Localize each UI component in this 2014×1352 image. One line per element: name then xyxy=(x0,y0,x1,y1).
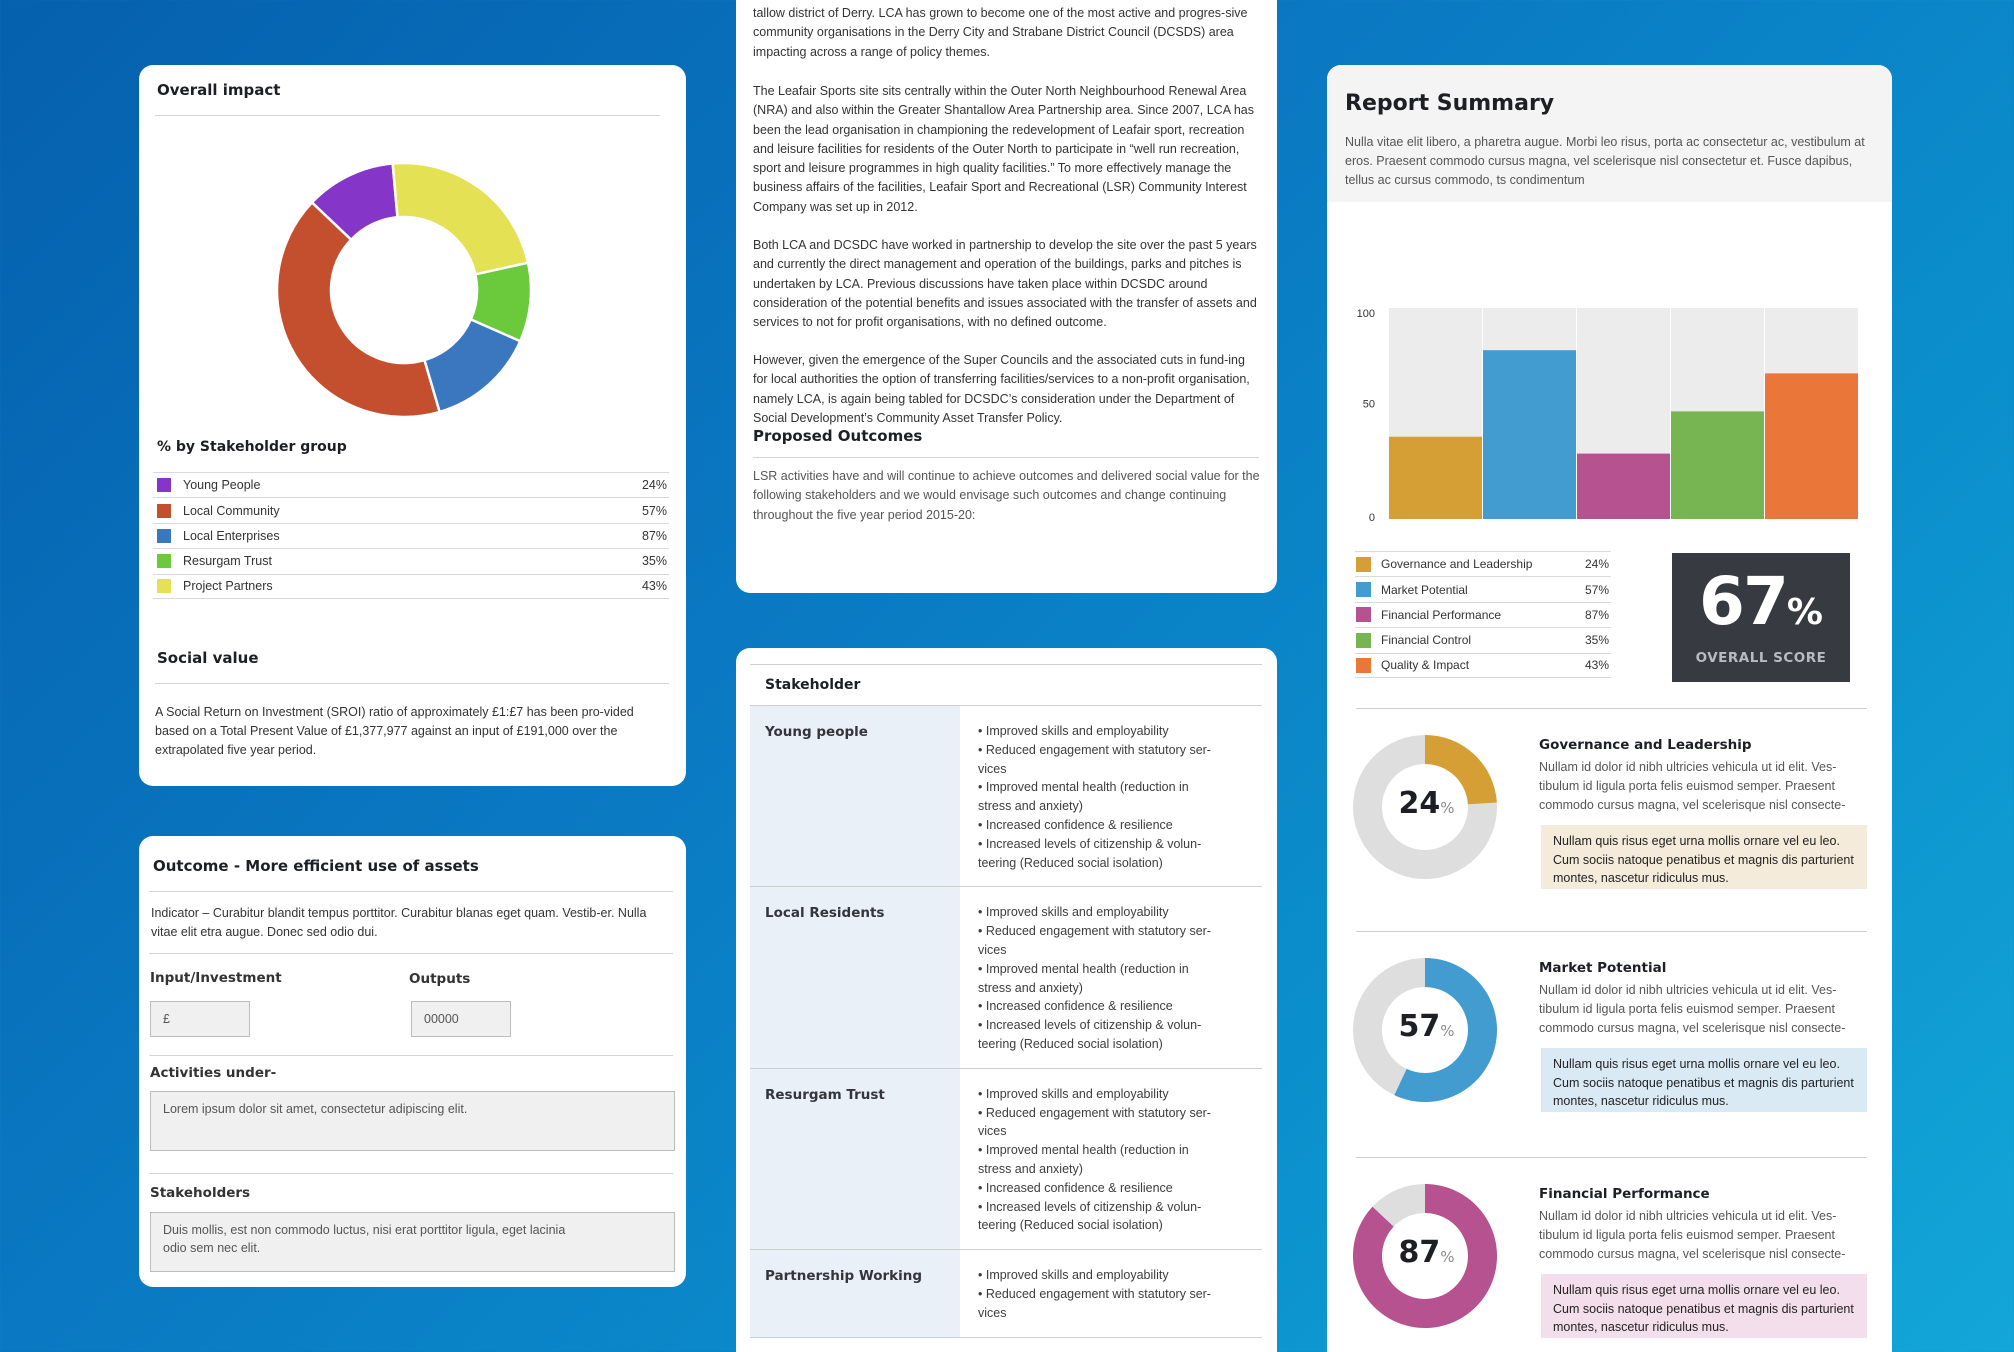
outcome-item: stress and anxiety) xyxy=(978,799,1083,814)
legend-label: Market Potential xyxy=(1381,582,1468,597)
outputs-label: Outputs xyxy=(409,971,471,987)
legend-label: Young People xyxy=(183,478,261,493)
report-legend-item xyxy=(1355,627,1611,652)
stakeholder-legend xyxy=(153,472,669,599)
report-legend xyxy=(1355,551,1611,678)
outcome-item: teering (Reduced social isolation) xyxy=(978,855,1163,870)
divider xyxy=(1356,931,1867,932)
stakeholder-outcomes xyxy=(960,1069,1227,1249)
stakeholder-name: Resurgam Trust xyxy=(750,1069,960,1249)
divider xyxy=(155,115,660,116)
score-section xyxy=(1327,708,1892,918)
score-section xyxy=(1327,931,1892,1141)
legend-label: Financial Control xyxy=(1381,633,1472,648)
outcome-item: • Improved skills and employability xyxy=(978,1268,1169,1283)
stakeholder-group-title: % by Stakeholder group xyxy=(157,439,347,455)
stakeholder-donut-chart xyxy=(269,155,539,425)
outcome-item: • Improved mental health (reduction in xyxy=(978,1143,1189,1158)
section-title: Financial Performance xyxy=(1539,1186,1710,1202)
legend-percent: 57% xyxy=(641,503,667,518)
report-legend-item xyxy=(1355,576,1611,601)
y-tick-label: 100 xyxy=(1356,308,1375,320)
divider xyxy=(1356,1157,1867,1158)
report-legend-item xyxy=(1355,653,1611,678)
stakeholder-legend-item xyxy=(153,548,669,573)
divider xyxy=(155,683,669,684)
legend-swatch xyxy=(157,504,171,518)
legend-swatch xyxy=(1356,557,1371,572)
legend-label: Local Community xyxy=(183,503,280,518)
stakeholder-legend-item xyxy=(153,523,669,548)
stakeholder-table-card xyxy=(736,648,1277,1352)
ring-value: 87% xyxy=(1398,1235,1455,1270)
stakeholder-outcomes xyxy=(960,706,1227,886)
legend-swatch xyxy=(1356,607,1371,622)
proposed-outcomes-text: LSR activities have and will continue to achieve outcomes and delivered social value for the following stakeholders and we would envisage such outcomes and change continuing throughout the five year period 2015-20: xyxy=(753,469,1260,522)
divider xyxy=(753,457,1259,458)
stakeholders-field[interactable]: Duis mollis, est non commodo luctus, nisi erat porttitor ligula, eget lacinia odio sem nec elit. xyxy=(150,1212,675,1272)
legend-swatch xyxy=(157,579,171,593)
legend-percent: 35% xyxy=(1584,633,1609,648)
report-bar-chart xyxy=(1347,230,1887,530)
legend-swatch xyxy=(1356,582,1371,597)
bar xyxy=(1671,411,1764,519)
outcome-item: vices xyxy=(978,761,1007,776)
stakeholder-name: Local Residents xyxy=(750,887,960,1067)
stakeholder-outcomes xyxy=(960,887,1227,1067)
indicator-text: Indicator – Curabitur blandit tempus porttitor. Curabitur blanas eget quam. Vestib-er. Nulla vitae elit etra augue. Donec sed odio dui. xyxy=(151,906,647,939)
legend-label: Financial Performance xyxy=(1381,607,1502,622)
legend-swatch xyxy=(1356,658,1371,673)
legend-swatch xyxy=(1356,633,1371,648)
outcome-item: • Reduced engagement with statutory ser- xyxy=(978,742,1211,757)
outcome-item: vices xyxy=(978,942,1007,957)
outcome-title: Outcome - More efficient use of assets xyxy=(153,857,479,875)
overall-impact-card xyxy=(139,65,686,786)
score-section xyxy=(1327,1157,1892,1352)
legend-swatch xyxy=(157,554,171,568)
stakeholder-legend-item xyxy=(153,497,669,522)
social-value-text: A Social Return on Investment (SROI) ratio of approximately £1:£7 has been pro-vided based on a Total Present Value of £1,377,977 against an input of £191,000 over the extrapolated five year period. xyxy=(155,705,634,757)
legend-percent: 57% xyxy=(1584,582,1609,597)
donut-slice xyxy=(393,163,528,274)
table-row xyxy=(750,706,1262,887)
legend-label: Local Enterprises xyxy=(183,528,280,543)
legend-label: Project Partners xyxy=(183,579,273,594)
bar xyxy=(1389,437,1482,519)
bar xyxy=(1483,350,1576,519)
activities-label: Activities under- xyxy=(150,1065,277,1081)
outcome-item: • Reduced engagement with statutory ser- xyxy=(978,924,1211,939)
outcome-card xyxy=(139,836,686,1287)
divider xyxy=(149,891,673,892)
legend-percent: 43% xyxy=(641,579,667,594)
legend-label: Resurgam Trust xyxy=(183,554,272,569)
table-row xyxy=(750,1250,1262,1337)
report-legend-item xyxy=(1355,551,1611,576)
table-row xyxy=(750,1069,1262,1250)
legend-percent: 87% xyxy=(641,528,667,543)
outcome-item: stress and anxiety) xyxy=(978,1161,1083,1176)
y-tick-label: 50 xyxy=(1362,398,1375,411)
overall-score-value: 67% xyxy=(1699,563,1823,640)
y-tick-label: 0 xyxy=(1368,512,1375,524)
overall-score-label: OVERALL SCORE xyxy=(1695,650,1827,666)
legend-percent: 87% xyxy=(1584,607,1609,622)
outcome-item: stress and anxiety) xyxy=(978,980,1083,995)
legend-percent: 24% xyxy=(1584,557,1609,572)
outcome-item: teering (Reduced social isolation) xyxy=(978,1218,1163,1233)
outcome-item: teering (Reduced social isolation) xyxy=(978,1036,1163,1051)
section-note: Nullam quis risus eget urna mollis ornare vel eu leo. Cum sociis natoque penatibus et magnis dis parturient montes, nascetur ridiculus mus. xyxy=(1541,1274,1867,1338)
stakeholder-name: Partnership Working xyxy=(750,1250,960,1336)
stakeholder-table xyxy=(750,664,1262,1338)
bar xyxy=(1577,454,1670,519)
legend-swatch xyxy=(157,478,171,492)
bar xyxy=(1765,373,1858,519)
article-card xyxy=(736,0,1277,593)
outcome-item: vices xyxy=(978,1305,1007,1320)
outcome-item: • Reduced engagement with statutory ser- xyxy=(978,1286,1211,1301)
proposed-outcomes-title: Proposed Outcomes xyxy=(753,427,923,445)
outcome-item: • Improved skills and employability xyxy=(978,905,1169,920)
outcome-item: • Increased confidence & resilience xyxy=(978,999,1173,1014)
article-paragraph-2: The Leafair Sports site sits centrally within the Outer North Neighbourhood Renewal Area (NRA) and also within the Greater Shantallow Area Partnership area. Since 2007, LCA has been the lead organisation in championing the redevelopment of Leafair sport, recreation and leisure facilities for residents of the Outer North to participate in “well run recreation, sport and leisure programmes in high quality facilities.” To more effectively manage the business affairs of the facilities, Leafair Sport and Recreational (LSR) Community Interest Company was set up in 2012. xyxy=(753,84,1254,214)
outcome-item: • Increased confidence & resilience xyxy=(978,1180,1173,1195)
outcome-item: • Increased levels of citizenship & volun- xyxy=(978,836,1202,851)
report-legend-item xyxy=(1355,602,1611,627)
outcome-item: • Increased levels of citizenship & volun- xyxy=(978,1018,1202,1033)
section-description: Nullam id dolor id nibh ultricies vehicula ut id elit. Ves-tibulum id ligula porta felis euismod semper. Praesent commodo cursus magna, vel scelerisque nisl consecte- xyxy=(1539,1209,1846,1261)
section-description: Nullam id dolor id nibh ultricies vehicula ut id elit. Ves-tibulum id ligula porta felis euismod semper. Praesent commodo cursus magna, vel scelerisque nisl consecte- xyxy=(1539,983,1846,1035)
donut-slice xyxy=(277,202,440,417)
legend-label: Governance and Leadership xyxy=(1381,557,1533,572)
legend-percent: 35% xyxy=(641,554,667,569)
stakeholder-legend-item xyxy=(153,472,669,497)
outcome-item: • Improved skills and employability xyxy=(978,724,1169,738)
stakeholder-table-header: Stakeholder xyxy=(750,664,1262,706)
divider xyxy=(149,1173,673,1174)
article-paragraph-3: Both LCA and DCSDC have worked in partnership to develop the site over the past 5 years and currently the direct management and operation of the buildings, parks and pitches is undertaken by LCA. Previous discussions have taken place within DCSDC around consideration of the potential benefits and issues associated with the transfer of assets and services to not for profit organisations, with no defined outcome. xyxy=(753,238,1257,330)
section-title: Governance and Leadership xyxy=(1539,737,1752,753)
report-summary-card xyxy=(1327,65,1892,1352)
activities-field[interactable]: Lorem ipsum dolor sit amet, consectetur adipiscing elit. xyxy=(150,1091,675,1151)
outcome-item: • Improved mental health (reduction in xyxy=(978,961,1189,976)
legend-swatch xyxy=(157,529,171,543)
outcome-item: • Improved mental health (reduction in xyxy=(978,780,1189,795)
overall-score-box xyxy=(1672,553,1850,682)
ring-value: 57% xyxy=(1398,1009,1455,1044)
section-note: Nullam quis risus eget urna mollis ornare vel eu leo. Cum sociis natoque penatibus et magnis dis parturient montes, nascetur ridiculus mus. xyxy=(1541,825,1867,889)
outcome-item: • Increased confidence & resilience xyxy=(978,817,1173,832)
outputs-field[interactable]: 00000 xyxy=(411,1001,511,1037)
article-paragraph-4: However, given the emergence of the Super Councils and the associated cuts in fund-ing for local authorities the option of transferring facilities/services to a non-profit organisation, namely LCA, is again being tabled for DCSDC’s consideration under the Department of Social Development’s Community Asset Transfer Policy. xyxy=(753,353,1250,425)
input-investment-label: Input/Investment xyxy=(150,970,282,986)
article-paragraph-1: tallow district of Derry. LCA has grown to become one of the most active and progres-sive community organisations in the Derry City and Strabane District Council (DCSDS) area impacting across a range of policy themes. xyxy=(753,6,1248,59)
input-investment-field[interactable]: £ xyxy=(150,1001,250,1037)
stakeholder-legend-item xyxy=(153,574,669,599)
stakeholders-label: Stakeholders xyxy=(150,1185,251,1201)
report-title: Report Summary xyxy=(1345,91,1555,116)
outcome-item: • Improved skills and employability xyxy=(978,1086,1169,1101)
section-title: Market Potential xyxy=(1539,960,1667,976)
divider xyxy=(149,1055,673,1056)
legend-label: Quality & Impact xyxy=(1381,658,1470,673)
outcome-item: • Reduced engagement with statutory ser- xyxy=(978,1105,1211,1120)
ring-value: 24% xyxy=(1398,786,1455,821)
report-intro: Nulla vitae elit libero, a pharetra augue. Morbi leo risus, porta ac consectetur ac, vestibulum at eros. Praesent commodo cursus magna, vel scelerisque nisl consectetur et. Fusce dapibus, tellus ac cursus commodo, ts condimentum xyxy=(1345,135,1865,187)
divider xyxy=(1356,708,1867,709)
outcome-item: vices xyxy=(978,1124,1007,1139)
divider xyxy=(149,953,673,954)
section-description: Nullam id dolor id nibh ultricies vehicula ut id elit. Ves-tibulum id ligula porta felis euismod semper. Praesent commodo cursus magna, vel scelerisque nisl consecte- xyxy=(1539,760,1846,812)
table-row xyxy=(750,887,1262,1068)
stakeholder-outcomes xyxy=(960,1250,1227,1336)
section-note: Nullam quis risus eget urna mollis ornare vel eu leo. Cum sociis natoque penatibus et magnis dis parturient montes, nascetur ridiculus mus. xyxy=(1541,1048,1867,1112)
legend-percent: 24% xyxy=(641,478,667,493)
legend-percent: 43% xyxy=(1584,658,1609,673)
overall-impact-title: Overall impact xyxy=(157,81,281,99)
social-value-title: Social value xyxy=(157,649,259,667)
stakeholder-name: Young people xyxy=(750,706,960,886)
outcome-item: • Increased levels of citizenship & volun- xyxy=(978,1199,1202,1214)
